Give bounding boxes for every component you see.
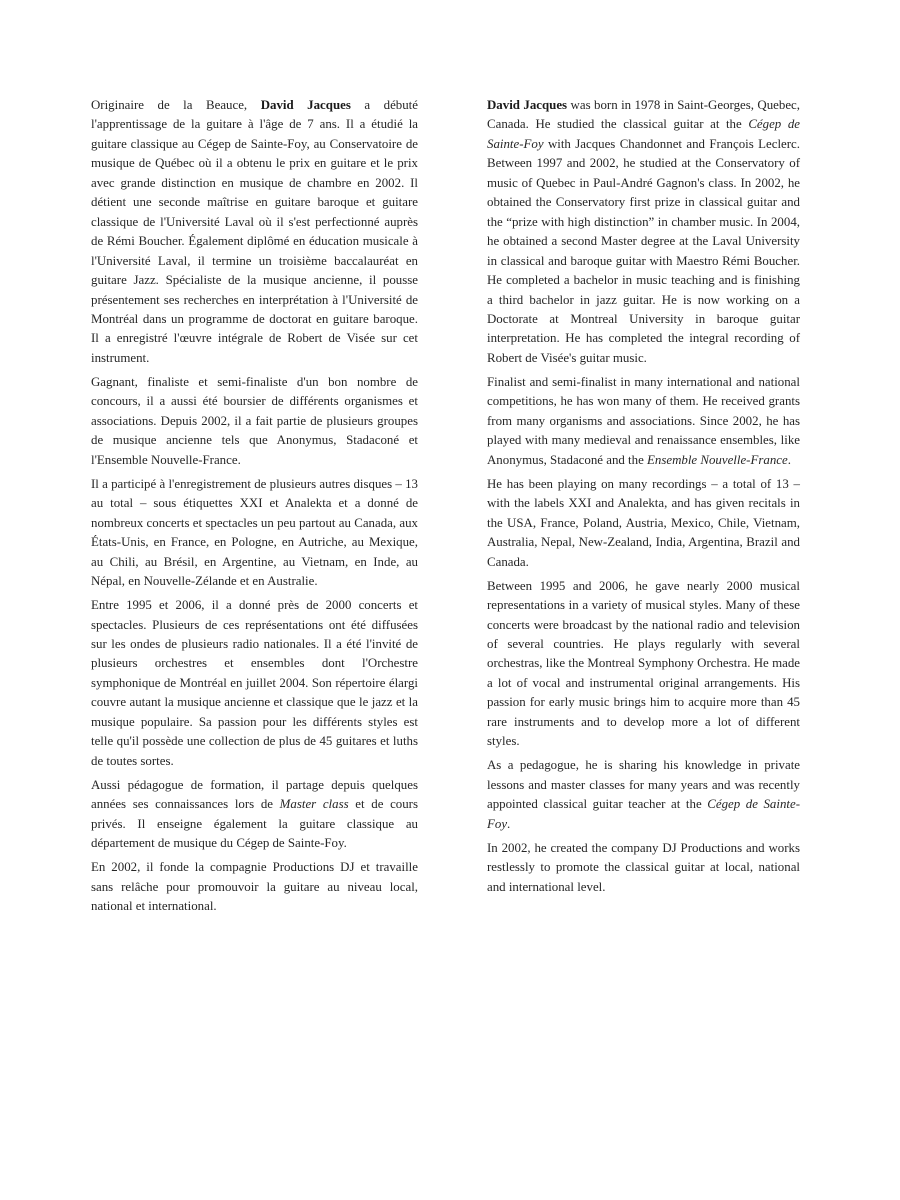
french-paragraph-1: Originaire de la Beauce, David Jacques a débuté l'apprentissage de la guitare à l'âge de 7 ans. Il a étudié la guitare classique au Cégep de Sainte-Foy, au Conservatoire de musique de Québec où il a obtenu le prix en guitare et le prix avec grande distinction en musique de chambre en 2002. Il détient une seconde maîtrise en guitare baroque et guitare classique de l'Université Laval où il s'est perfectionné auprès de Rémi Boucher. Également diplômé en éducation musicale à l'Université Laval, il termine un troisième baccalauréat en guitare Jazz. Spécialiste de la musique ancienne, il pousse présentement ses recherches en interprétation à l'Université de Montréal dans un programme de doctorat en guitare baroque. Il a enregistré l'œuvre intégrale de Robert de Visée sur cet instrument. [91,98,418,365]
english-paragraph-3: He has been playing on many recordings – a total of 13 – with the labels XXI and Analekta, and has given recitals in the USA, France, Poland, Austria, Mexico, Chile, Vietnam, Australia, Nepal, New-Zealand, India, Argentina, Brazil and Canada. [487,476,800,569]
french-paragraph-2: Gagnant, finaliste et semi-finaliste d'un bon nombre de concours, il a aussi été boursier de différents organismes et associations. Depuis 2002, il a fait partie de plusieurs groupes de musique ancienne tels que Anonymus, Stadaconé et l'Ensemble Nouvelle-France. [91,374,418,467]
english-biography-column [487,96,800,902]
french-paragraph-6: En 2002, il fonde la compagnie Productions DJ et travaille sans relâche pour promouvoir la guitare au niveau local, national et international. [91,860,418,914]
french-paragraph-3: Il a participé à l'enregistrement de plusieurs autres disques – 13 au total – sous étiquettes XXI et Analekta et a donné de nombreux concerts et spectacles un peu partout au Canada, aux États-Unis, en France, en Pologne, en Autriche, au Mexique, au Chili, au Brésil, en Argentine, au Vietnam, en Inde, au Népal, en Nouvelle-Zélande et en Australie. [91,476,418,589]
italic-term: Ensemble Nouvelle-France [647,452,788,467]
artist-name-bold: David Jacques [487,98,568,112]
english-paragraph-6: In 2002, he created the company DJ Productions and works restlessly to promote the classical guitar at local, national and international level. [487,840,800,894]
italic-term: Master class [279,797,349,812]
english-paragraph-4: Between 1995 and 2006, he gave nearly 2000 musical representations in a variety of musical styles. Many of these concerts were broadcast by the national radio and television of several countries. He plays regularly with several orchestras, like the Montreal Symphony Orchestra. He made a lot of vocal and instrumental original arrangements. His passion for early music brings him to acquire more than 45 rare instruments and to develop more a lot of different styles. [487,578,800,749]
italic-term: Cégep de Sainte-Foy [487,117,800,151]
english-paragraph-5: As a pedagogue, he is sharing his knowledge in private lessons and master classes for many years and was recently appointed classical guitar teacher at the Cégep de Sainte-Foy. [487,758,801,831]
italic-term: Cégep de Sainte-Foy [487,797,801,831]
french-paragraph-4: Entre 1995 et 2006, il a donné près de 2000 concerts et spectacles. Plusieurs de ces représentations ont été diffusées sur les ondes de plusieurs radio nationales. Il a été l'invité de plusieurs orchestres et ensembles dont l'Orchestre symphonique de Montréal en juillet 2004. Son répertoire élargi couvre autant la musique ancienne et classique que le jazz et la musique populaire. Sa passion pour les différents styles est telle qu'il possède une collection de plus de 45 guitares et luths de toutes sortes. [91,598,418,768]
english-paragraph-2: Finalist and semi-finalist in many international and national competitions, he has won many of them. He received grants from many organisms and associations. Since 2002, he has played with many medieval and renaissance ensembles, like Anonymus, Stadaconé and the Ensemble Nouvelle-France. [487,374,800,467]
artist-name-bold: David Jacques [260,98,351,112]
french-biography-column [91,96,418,921]
french-paragraph-5: Aussi pédagogue de formation, il partage depuis quelques années ses connaissances lors de Master class et de cours privés. Il enseigne également la guitare classique au département de musique du Cégep de Sainte-Foy. [91,777,418,851]
english-paragraph-1: David Jacques was born in 1978 in Saint-Georges, Quebec, Canada. He studied the classical guitar at the Cégep de Sainte-Foy with Jacques Chandonnet and François Leclerc. Between 1997 and 2002, he studied at the Conservatory of music of Quebec in Paul-André Gagnon's class. In 2002, he obtained the Conservatory first prize in classical guitar and the “prize with high distinction” in chamber music. In 2004, he obtained a second Master degree at the Laval University in classical and baroque guitar with Maestro Rémi Boucher. He completed a bachelor in music teaching and is finishing a third bachelor in jazz guitar. He is now working on a Doctorate at Montreal University in baroque guitar interpretation. He has completed the integral recording of Robert de Visée's guitar music. [487,98,801,365]
